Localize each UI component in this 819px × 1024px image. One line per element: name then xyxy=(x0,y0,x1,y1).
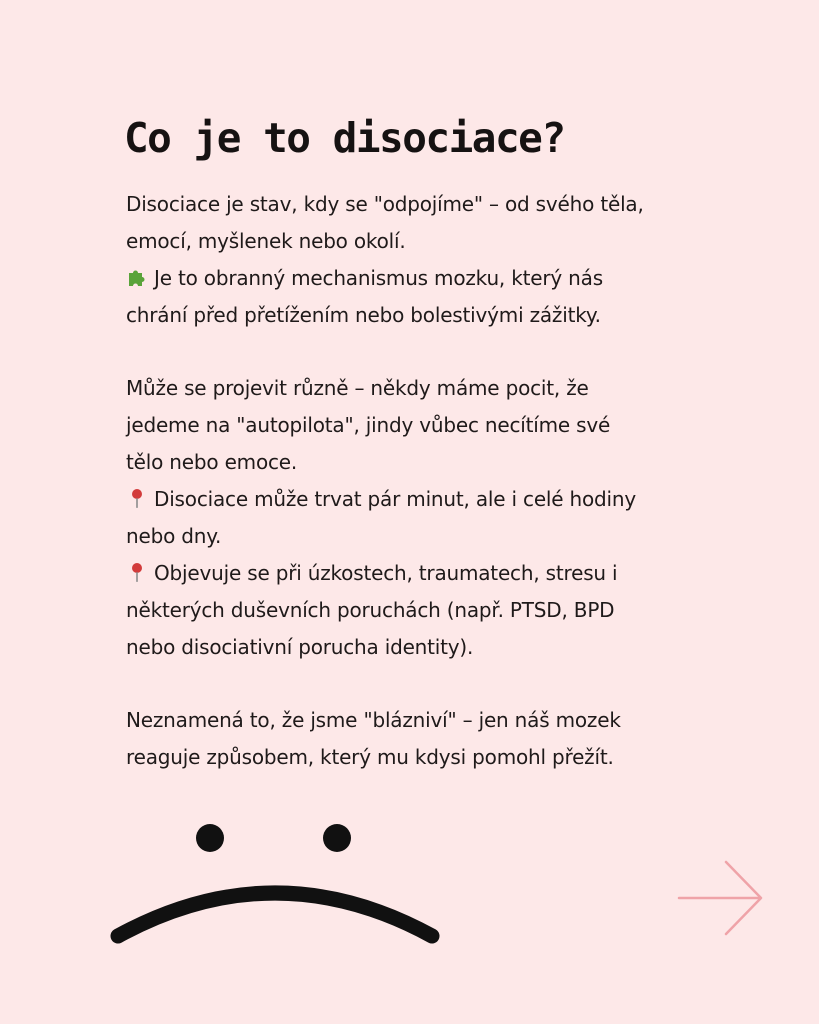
arrow-right-icon[interactable] xyxy=(676,858,766,938)
bullet-puzzle xyxy=(126,260,766,297)
bullet-text: Disociace může trvat pár minut, ale i celé hodiny xyxy=(154,487,637,511)
text-line: nebo dny. xyxy=(126,524,222,548)
text-line: Neznamená to, že jsme "blázniví" – jen náš mozek xyxy=(126,708,621,732)
left-eye xyxy=(196,824,224,852)
text-line: reaguje způsobem, který mu kdysi pomohl přežít. xyxy=(126,745,614,769)
pushpin-icon xyxy=(126,487,148,509)
pushpin-icon xyxy=(126,561,148,583)
bullet-text: Objevuje se při úzkostech, traumatech, stresu i xyxy=(154,561,618,585)
text-line: tělo nebo emoce. xyxy=(126,450,298,474)
text-line: nebo disociativní porucha identity). xyxy=(126,635,474,659)
text-line: emocí, myšlenek nebo okolí. xyxy=(126,229,406,253)
paragraph-gap xyxy=(126,666,766,702)
frown-mouth xyxy=(118,893,432,936)
puzzle-piece-icon xyxy=(126,266,148,288)
text-line: jedeme na "autopilota", jindy vůbec necítíme své xyxy=(126,413,611,437)
text-line: Může se projevit různě – někdy máme pocit, že xyxy=(126,376,589,400)
bullet-text: Je to obranný mechanismus mozku, který nás xyxy=(154,266,603,290)
article-body xyxy=(126,186,766,776)
sad-face-icon xyxy=(100,810,450,960)
bullet-pin-occurrence xyxy=(126,555,766,592)
text-line: Disociace je stav, kdy se "odpojíme" – od svého těla, xyxy=(126,192,644,216)
paragraph-gap xyxy=(126,334,766,370)
page-title: Co je to disociace? xyxy=(124,114,565,162)
right-eye xyxy=(323,824,351,852)
text-line: některých duševních poruchách (např. PTSD, BPD xyxy=(126,598,615,622)
bullet-pin-duration xyxy=(126,481,766,518)
text-line: chrání před přetížením nebo bolestivými zážitky. xyxy=(126,303,601,327)
